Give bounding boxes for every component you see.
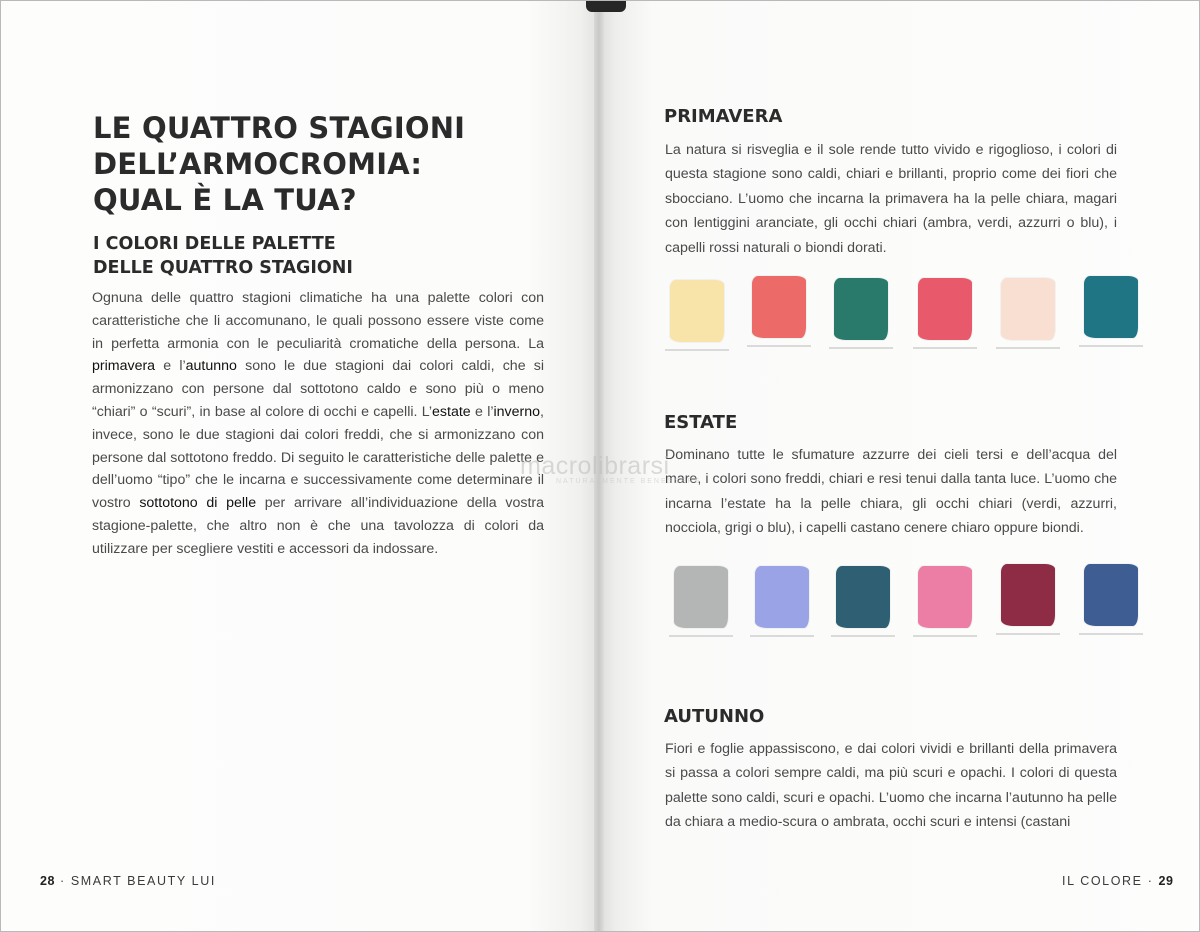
paragraph-text: e l’: [155, 358, 186, 375]
section-text-autunno: Fiori e foglie appassiscono, e dai colori vividi e brillanti della primavera si passa a colori sempre caldi, ma più scuri e opachi. I colori di questa palette sono caldi, scuri e opachi. L’uomo che incarna l’autunno ha pelle da chiara a medio-scura o ambrata, occhi scuri e intensi (castani: [665, 741, 1117, 831]
subtitle-line: DELLE QUATTRO STAGIONI: [93, 258, 353, 278]
left-page: [0, 0, 598, 932]
page-title: [93, 110, 533, 218]
swatch-estate: [674, 566, 728, 628]
section-title-estate: ESTATE: [664, 412, 738, 433]
title-line: DELL’ARMOCROMIA:: [93, 147, 423, 181]
paragraph-text: e l’: [470, 403, 494, 420]
running-title: · SMART BEAUTY LUI: [54, 874, 216, 888]
section-title-primavera: PRIMAVERA: [664, 106, 783, 127]
highlight-sottotono: sottotono di pelle: [139, 495, 257, 512]
page-number: 29: [1158, 874, 1174, 888]
binding-edge: [586, 0, 626, 12]
swatch-primavera: [670, 280, 724, 342]
running-title: IL COLORE ·: [1062, 874, 1159, 888]
watermark-logo: macrolibrarsi: [520, 452, 670, 480]
watermark-tagline: NATURALMENTE BENESSERE: [556, 478, 702, 485]
swatch-estate: [918, 566, 972, 628]
right-footer: [1062, 874, 1173, 888]
swatch-primavera: [1001, 278, 1055, 340]
title-line: QUAL È LA TUA?: [93, 183, 357, 217]
highlight-primavera: primavera: [92, 358, 156, 375]
intro-paragraph: [92, 287, 544, 561]
swatch-primavera: [834, 278, 888, 340]
paragraph-text: sono le due stagioni dai colori caldi, che si armonizzano con persone dal sottotono caldo e sono più o meno “chiari” o “scuri”, in base al colore di occhi e capelli. L’: [92, 358, 545, 420]
left-footer: [40, 874, 216, 888]
section-subtitle: [93, 232, 473, 280]
section-text-primavera: La natura si risveglia e il sole rende tutto vivido e rigoglioso, i colori di questa stagione sono caldi, chiari e brillanti, proprio come dei fiori che sbocciano. L’uomo che incarna la primavera ha la pelle chiara, magari con lentiggini aranciate, gli occhi chiari (ambra, verdi, azzurri o blu), i capelli rossi naturali o biondi dorati.: [665, 142, 1117, 256]
paragraph-text: Ognuna delle quattro stagioni climatiche ha una palette colori con caratteristiche che li accomunano, le quali possono essere viste come in perfetta armonia con le peculiarità cromatiche della persona. La: [92, 290, 544, 352]
swatch-primavera: [918, 278, 972, 340]
swatch-primavera: [1084, 276, 1138, 338]
page-number: 28: [40, 874, 55, 888]
highlight-autunno: autunno: [185, 358, 237, 375]
paragraph-text: per arrivare all’individuazione della vostra stagione-palette, che altro non è che una tavolozza di colori da utilizzare per scegliere vestiti e accessori da indossare.: [92, 495, 544, 557]
section-text-estate: Dominano tutte le sfumature azzurre dei cieli tersi e dell’acqua del mare, i colori sono freddi, chiari e resi tenui dalla tanta luce. L’uomo che incarna l’estate ha la pelle chiara, gli occhi chiari (verdi, azzurri, nocciola, grigi o blu), i capelli castano cenere chiaro oppure biondi.: [665, 447, 1117, 537]
subtitle-line: I COLORI DELLE PALETTE: [93, 234, 336, 254]
highlight-inverno: inverno: [493, 403, 541, 420]
swatch-primavera: [752, 276, 806, 338]
swatch-estate: [1001, 564, 1055, 626]
swatch-estate: [755, 566, 809, 628]
paragraph-text: , invece, sono le due stagioni dai colori freddi, che si armonizzano con persone dal sottotono freddo. Di seguito le caratteristiche delle palette e dell’uomo “tipo” che le incarna e successivamente come determinare il vostro: [92, 403, 544, 512]
section-title-autunno: AUTUNNO: [664, 706, 765, 727]
swatch-estate: [836, 566, 890, 628]
swatch-estate: [1084, 564, 1138, 626]
title-line: LE QUATTRO STAGIONI: [93, 111, 466, 145]
highlight-estate: estate: [432, 403, 471, 420]
